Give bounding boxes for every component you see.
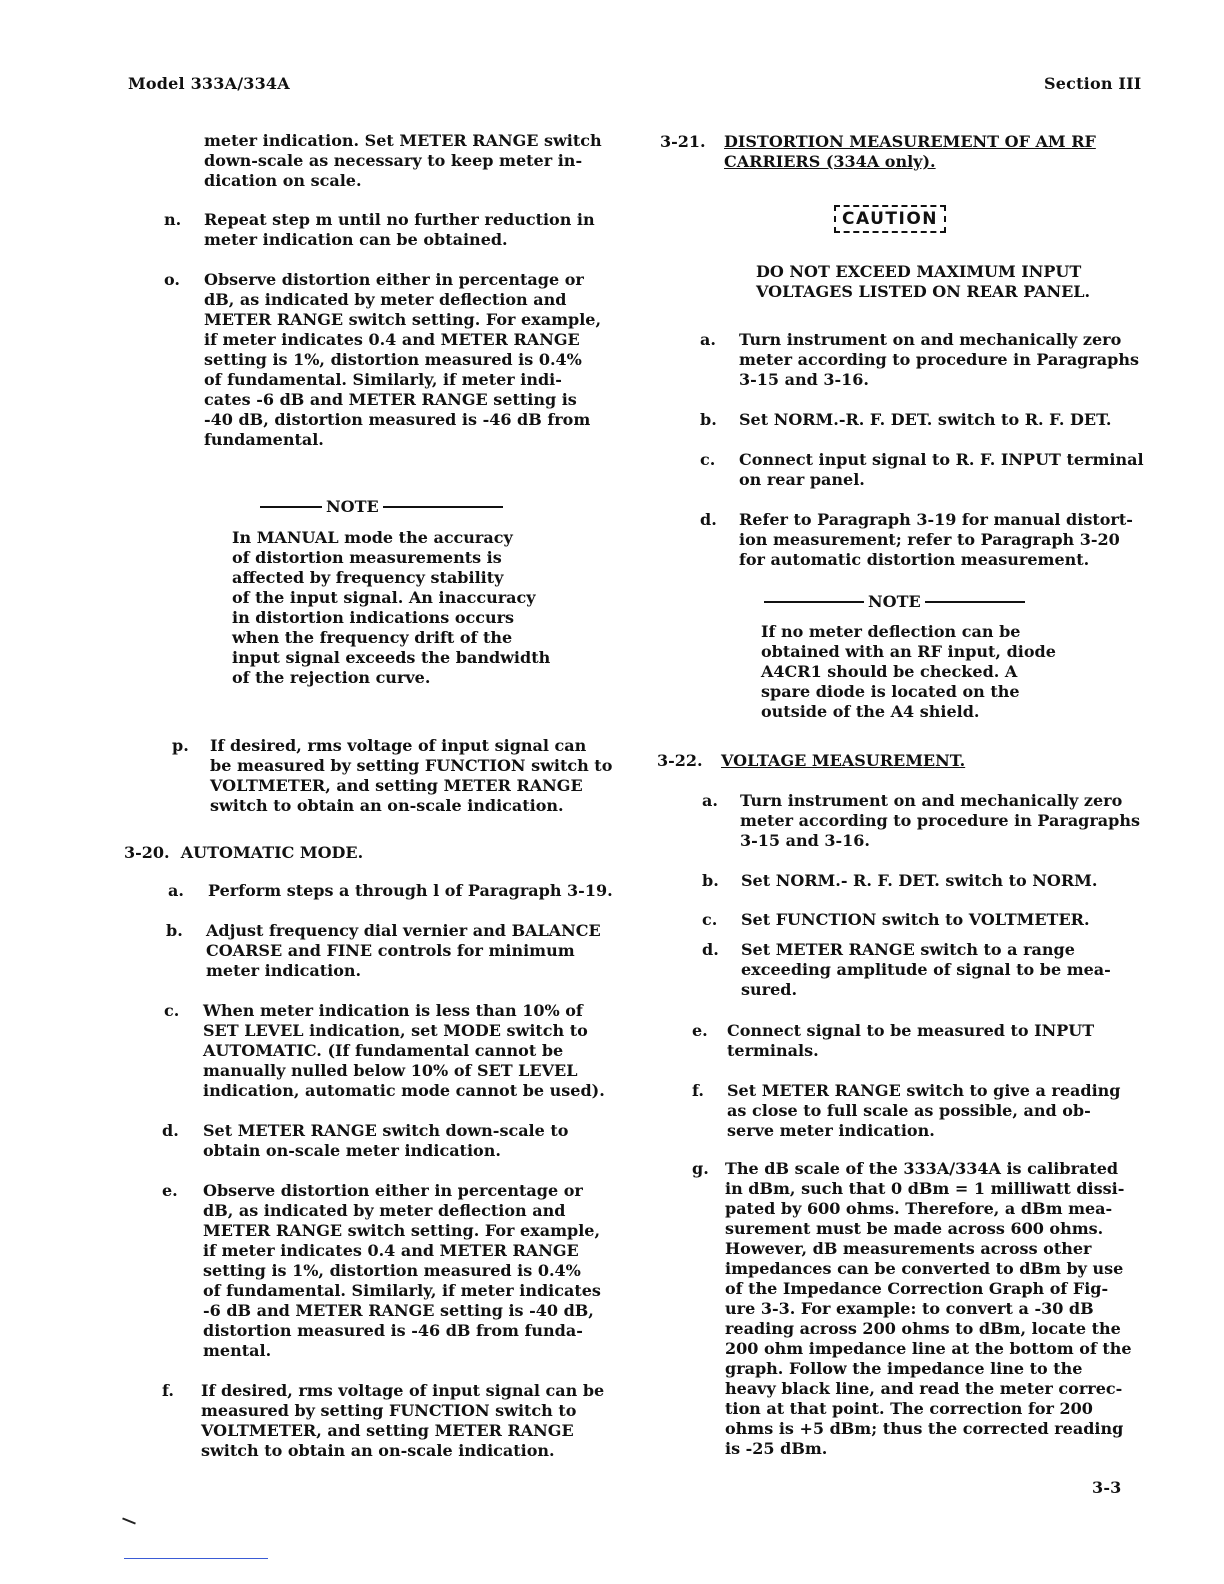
- scan-mark: [122, 1517, 136, 1524]
- step-321-c-text: Connect input signal to R. F. INPUT terminal on rear panel.: [739, 450, 1144, 489]
- step-322-d-letter: d.: [702, 940, 719, 959]
- step-p-letter: p.: [172, 736, 189, 755]
- step-322-e-letter: e.: [692, 1021, 708, 1040]
- right-note-text: If no meter deflection can be obtained with an RF input, diode A4CR1 should be checked. A spare diode is located on the outside of the A4 shield.: [761, 622, 1056, 721]
- note-rule-left: [764, 601, 864, 603]
- step-321-a-letter: a.: [700, 330, 716, 349]
- step-322-c-text: Set FUNCTION switch to VOLTMETER.: [741, 910, 1090, 929]
- left-note-text: In MANUAL mode the accuracy of distortion measurements is affected by frequency stability of the input signal. An inaccuracy in distortion indications occurs when the frequency drift of the input signal exceeds the bandwidth of the rejection curve.: [232, 528, 551, 687]
- left-intro-text: meter indication. Set METER RANGE switch down-scale as necessary to keep meter in- dication on scale.: [204, 131, 602, 190]
- step-o-text: Observe distortion either in percentage or dB, as indicated by meter deflection and METER RANGE switch setting. For example, if meter indicates 0.4 and METER RANGE setting is 1%, distortion measured is 0.4% of fundamental. Similarly, if meter indi- cates -6 dB and METER RANGE setting is -40 dB, distortion measured is -46 dB from fundamental.: [204, 270, 602, 449]
- step-322-a-letter: a.: [702, 791, 718, 810]
- footnote-line: [124, 1558, 268, 1559]
- step-320-f-letter: f.: [162, 1381, 174, 1400]
- step-321-d-text: Refer to Paragraph 3-19 for manual distort- ion measurement; refer to Paragraph 3-20 for automatic distortion measurement.: [739, 510, 1133, 569]
- step-320-c-letter: c.: [164, 1001, 180, 1020]
- step-321-d-letter: d.: [700, 510, 717, 529]
- step-321-a-text: Turn instrument on and mechanically zero meter according to procedure in Paragraphs 3-15 and 3-16.: [739, 330, 1139, 389]
- right-note-label: NOTE: [868, 592, 921, 611]
- note-rule-right: [925, 601, 1025, 603]
- step-320-a-text: Perform steps a through l of Paragraph 3-19.: [208, 881, 613, 900]
- step-p-text: If desired, rms voltage of input signal can be measured by setting FUNCTION switch to VOLTMETER, and setting METER RANGE switch to obtain an on-scale indication.: [210, 736, 613, 815]
- step-322-b-letter: b.: [702, 871, 719, 890]
- note-rule-right: [383, 506, 503, 508]
- left-note-title: [260, 497, 503, 517]
- caution-text: DO NOT EXCEED MAXIMUM INPUT VOLTAGES LISTED ON REAR PANEL.: [756, 262, 1091, 301]
- step-321-c-letter: c.: [700, 450, 716, 469]
- step-322-e-text: Connect signal to be measured to INPUT terminals.: [727, 1021, 1095, 1060]
- step-320-d-letter: d.: [162, 1121, 179, 1140]
- step-320-b-text: Adjust frequency dial vernier and BALANCE COARSE and FINE controls for minimum meter indication.: [206, 921, 601, 980]
- step-320-a-letter: a.: [168, 881, 184, 900]
- section-3-20-heading: [124, 843, 363, 863]
- step-320-d-text: Set METER RANGE switch down-scale to obtain on-scale meter indication.: [203, 1121, 569, 1160]
- step-322-d-text: Set METER RANGE switch to a range exceeding amplitude of signal to be mea- sured.: [741, 940, 1111, 999]
- section-3-20-number: 3-20.: [124, 843, 170, 862]
- step-322-g-letter: g.: [692, 1159, 709, 1178]
- header-model: Model 333A/334A: [128, 74, 290, 93]
- left-note-label: NOTE: [326, 497, 379, 516]
- step-320-e-text: Observe distortion either in percentage or dB, as indicated by meter deflection and METER RANGE switch setting. For example, if meter indicates 0.4 and METER RANGE setting is 1%, distortion measured is 0.4% of fundamental. Similarly, if meter indicates -6 dB and METER RANGE setting is -40 dB, distortion measured is -46 dB from funda- mental.: [203, 1181, 601, 1360]
- step-n-letter: n.: [164, 210, 182, 229]
- section-3-20-title: AUTOMATIC MODE.: [180, 843, 364, 862]
- step-321-b-text: Set NORM.-R. F. DET. switch to R. F. DET.: [739, 410, 1112, 429]
- note-rule-left: [260, 506, 322, 508]
- section-3-22-title: VOLTAGE MEASUREMENT.: [721, 751, 966, 770]
- section-3-21-title-line1: DISTORTION MEASUREMENT OF AM RF: [724, 132, 1096, 151]
- header-section: Section III: [1044, 74, 1142, 93]
- step-320-f-text: If desired, rms voltage of input signal can be measured by setting FUNCTION switch to VOLTMETER, and setting METER RANGE switch to obtain an on-scale indication.: [201, 1381, 605, 1460]
- section-3-22-number: 3-22.: [657, 751, 703, 770]
- step-322-f-text: Set METER RANGE switch to give a reading as close to full scale as possible, and ob- serve meter indication.: [727, 1081, 1121, 1140]
- step-322-g-text: The dB scale of the 333A/334A is calibrated in dBm, such that 0 dBm = 1 milliwatt dissi- pated by 600 ohms. Therefore, a dBm mea- surement must be made across 600 ohms. However, dB measurements across other impedances can be converted to dBm by use of the Impedance Correction Graph of Fig- ure 3-3. For example: to convert a -30 dB reading across 200 ohms to dBm, locate the 200 ohm impedance line at the bottom of the graph. Follow the impedance line to the heavy black line, and read the meter correc- tion at that point. The correction for 200 ohms is +5 dBm; thus the corrected reading is -25 dBm.: [725, 1159, 1132, 1458]
- step-n-text: Repeat step m until no further reduction in meter indication can be obtained.: [204, 210, 595, 249]
- step-322-c-letter: c.: [702, 910, 718, 929]
- step-322-b-text: Set NORM.- R. F. DET. switch to NORM.: [741, 871, 1098, 890]
- section-3-21-title-line2: CARRIERS (334A only).: [724, 152, 936, 171]
- caution-badge: CAUTION: [834, 205, 946, 233]
- step-o-letter: o.: [164, 270, 180, 289]
- page-number: 3-3: [1092, 1478, 1122, 1497]
- step-320-e-letter: e.: [162, 1181, 178, 1200]
- right-note-title: [764, 592, 1025, 612]
- step-322-a-text: Turn instrument on and mechanically zero meter according to procedure in Paragraphs 3-15 and 3-16.: [740, 791, 1140, 850]
- step-321-b-letter: b.: [700, 410, 717, 429]
- step-320-c-text: When meter indication is less than 10% of SET LEVEL indication, set MODE switch to AUTOMATIC. (If fundamental cannot be manually nulled below 10% of SET LEVEL indication, automatic mode cannot be used).: [203, 1001, 605, 1100]
- section-3-21-number: 3-21.: [660, 132, 706, 151]
- step-322-f-letter: f.: [692, 1081, 704, 1100]
- step-320-b-letter: b.: [166, 921, 183, 940]
